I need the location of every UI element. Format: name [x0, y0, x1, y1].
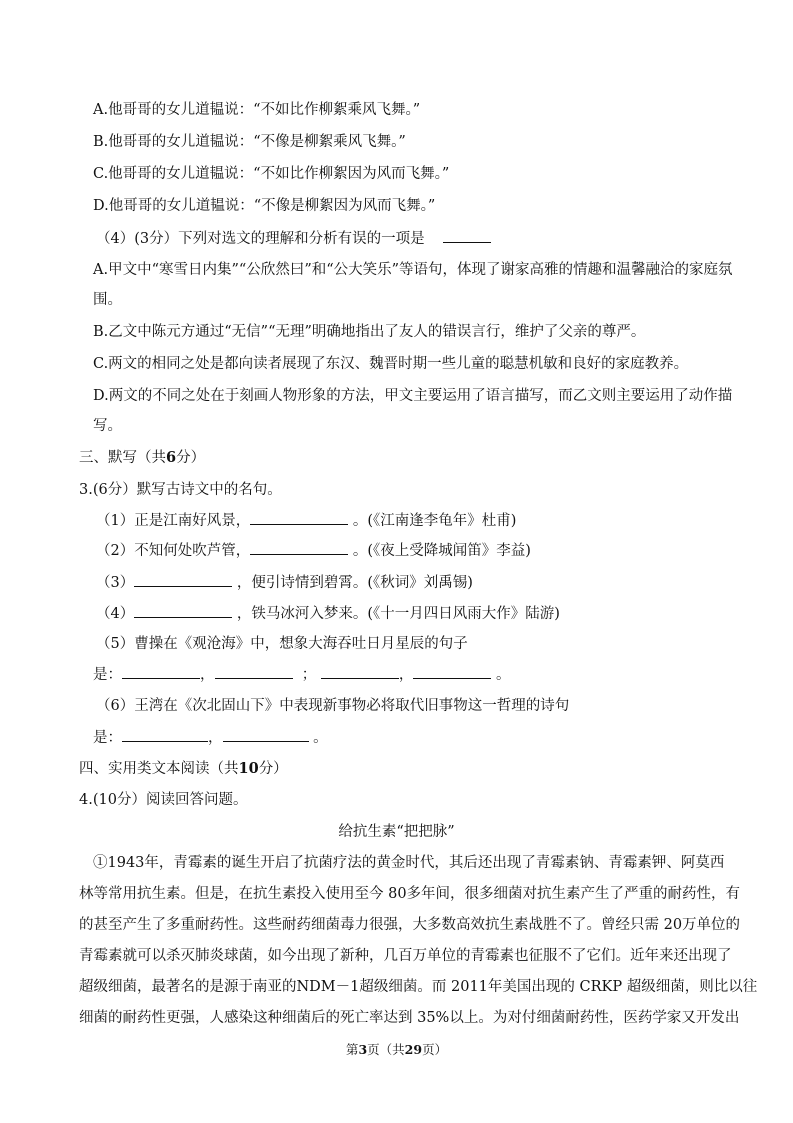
sub4-option-d-line2: 写。	[93, 418, 122, 434]
section-4-heading-text: 四、实用类文本阅读（共	[79, 761, 239, 777]
sub4-option-b: B.乙文中陈元方通过“无信”“无理”明确地指出了友人的错误言行，维护了父亲的尊严。	[93, 324, 646, 340]
section-4-heading-end: 分）	[258, 761, 288, 777]
subquestion-4	[96, 228, 491, 249]
sub4-option-d-line1: D.两文的不同之处在于刻画人物形象的方法，甲文主要运用了语言描写，而乙文则主要运用了动作描	[93, 388, 733, 404]
recitation-item-2	[96, 540, 531, 561]
answer-blank[interactable]	[250, 540, 348, 555]
sub4-option-a-line1: A.甲文中“寒雪日内集”“公欣然曰”和“公大笑乐”等语句，体现了谢家高雅的情趣和温馨融洽的家庭氛	[93, 262, 733, 278]
recitation-item-3	[96, 572, 473, 593]
footer-prefix: 第	[345, 1042, 359, 1057]
question-3-stem: 3.(6分）默写古诗文中的名句。	[79, 482, 282, 498]
period: 。	[313, 730, 328, 746]
page-footer	[0, 1040, 793, 1058]
subquestion-4-stem: （4）(3分）下列对选文的理解和分析有误的一项是	[96, 231, 425, 247]
answer-blank[interactable]	[250, 510, 348, 525]
section-3-heading-end: 分）	[176, 450, 206, 466]
item-4-prompt: （4）	[96, 606, 135, 622]
answer-blank[interactable]	[215, 664, 293, 679]
sub4-option-a-line2: 围。	[93, 292, 122, 308]
item-5-label: 是：	[93, 667, 122, 683]
section-3-score: 6	[166, 449, 177, 466]
option-c: C.他哥哥的女儿道韫说：“不如比作柳絮因为风而飞舞。”	[93, 166, 450, 182]
item-3-prompt: （3）	[96, 575, 135, 591]
item-1-prompt: （1）正是江南好风景，	[96, 513, 251, 529]
article-title: 给抗生素“把把脉”	[338, 824, 455, 840]
answer-blank[interactable]	[321, 664, 399, 679]
recitation-item-6-stem: （6）王湾在《次北固山下》中表现新事物必将取代旧事物这一哲理的诗句	[96, 698, 570, 714]
article-para-1-line-4: 青霉素就可以杀灭肺炎球菌，如今出现了新种，几百万单位的青霉素也征服不了它们。近年来还出现了	[79, 948, 732, 964]
footer-suffix: 页）	[422, 1042, 448, 1057]
option-d: D.他哥哥的女儿道韫说：“不像是柳絮因为风而飞舞。”	[93, 198, 436, 214]
item-4-source: ，铁马冰河入梦来。(《十一月四日风雨大作》陆游)	[236, 606, 560, 622]
answer-blank[interactable]	[134, 572, 232, 587]
article-para-1-line-6: 细菌的耐药性更强，人感染这种细菌后的死亡率达到 35%以上。为对付细菌耐药性，医药学家又开发出	[79, 1010, 740, 1026]
item-2-source: 。(《夜上受降城闻笛》李益)	[352, 543, 531, 559]
answer-blank[interactable]	[122, 727, 208, 742]
recitation-item-5-answer	[93, 664, 510, 685]
semicolon: ；	[301, 667, 317, 683]
answer-blank[interactable]	[413, 664, 491, 679]
item-2-prompt: （2）不知何处吹芦管，	[96, 543, 251, 559]
item-6-label: 是：	[93, 730, 122, 746]
article-para-1-line-2: 林等常用抗生素。但是，在抗生素投入使用至今 80多年间，很多细菌对抗生素产生了严重的耐药性，有	[79, 886, 741, 902]
section-4-score: 10	[238, 760, 259, 777]
section-3-heading	[79, 448, 205, 468]
total-pages: 29	[404, 1042, 423, 1057]
answer-blank[interactable]	[443, 228, 491, 243]
recitation-item-1	[96, 510, 516, 531]
comma: ，	[200, 667, 215, 683]
recitation-item-5-stem: （5）曹操在《观沧海》中，想象大海吞吐日月星辰的句子	[96, 636, 468, 652]
article-para-1-line-5: 超级细菌，最著名的是源于南亚的NDM－1超级细菌。而 2011年美国出现的 CRKP 超级细菌，则比以往	[79, 979, 758, 995]
answer-blank[interactable]	[223, 727, 309, 742]
sub4-option-c: C.两文的相同之处是都向读者展现了东汉、魏晋时期一些儿童的聪慧机敏和良好的家庭教养。	[93, 356, 689, 372]
recitation-item-6-answer	[93, 727, 328, 748]
comma: ，	[398, 667, 414, 683]
comma: ，	[208, 730, 223, 746]
item-3-source: ，便引诗情到碧霄。(《秋词》刘禹锡)	[236, 575, 473, 591]
answer-blank[interactable]	[134, 603, 232, 618]
option-b: B.他哥哥的女儿道韫说：“不像是柳絮乘风飞舞。”	[93, 134, 406, 150]
page-number: 3	[358, 1042, 368, 1057]
period: 。	[495, 667, 511, 683]
article-para-1-line-1: ①1943年，青霉素的诞生开启了抗菌疗法的黄金时代，其后还出现了青霉素钠、青霉素钾、阿莫西	[93, 855, 725, 871]
recitation-item-4	[96, 603, 560, 624]
option-a: A.他哥哥的女儿道韫说：“不如比作柳絮乘风飞舞。”	[93, 102, 421, 118]
article-para-1-line-3: 的甚至产生了多重耐药性。这些耐药细菌毒力很强，大多数高效抗生素战胜不了。曾经只需 20万单位的	[79, 917, 741, 933]
item-1-source: 。(《江南逢李龟年》杜甫)	[352, 513, 517, 529]
section-3-heading-text: 三、默写（共	[79, 450, 166, 466]
answer-blank[interactable]	[122, 664, 200, 679]
question-4-stem: 4.(10分）阅读回答问题。	[79, 792, 248, 808]
footer-middle: 页（共	[367, 1042, 405, 1057]
section-4-heading	[79, 759, 288, 779]
